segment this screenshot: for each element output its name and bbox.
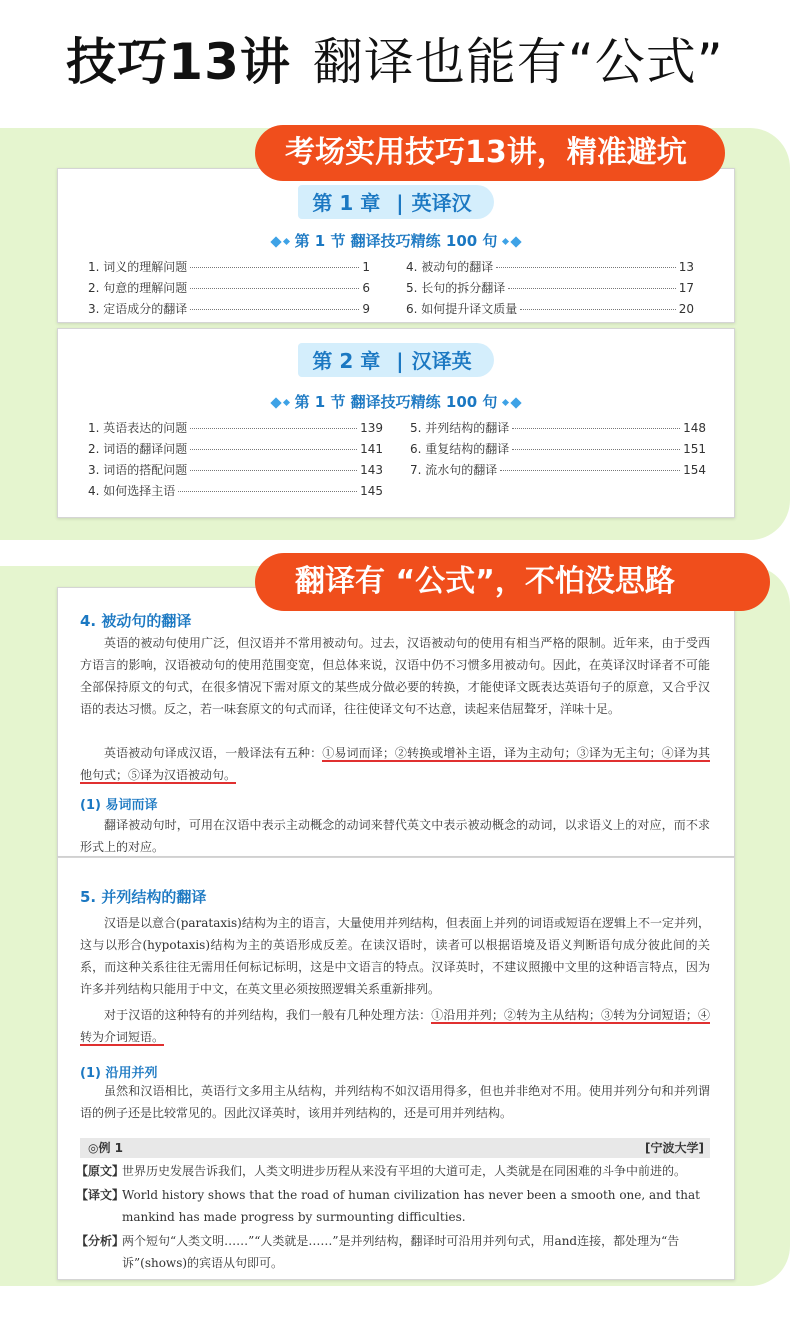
- chapter-1-name: 英译汉: [411, 191, 472, 215]
- chapter-2-number: 第 2 章: [312, 349, 381, 373]
- chapter-1-toc-right: [406, 258, 694, 321]
- section-5-subheading: (1) 沿用并列: [80, 1066, 158, 1081]
- methods-underline: ①沿用并列；②转为主从结构；③转为分词短语；④转为介词短语。: [80, 1008, 710, 1044]
- diamond-icon: [511, 397, 522, 408]
- banner-bottom: 翻译有 “公式”，不怕没思路: [255, 553, 770, 611]
- section-4-card: [57, 587, 735, 857]
- section-4-paragraph-2: 英语被动句译成汉语，一般译法有五种：①易词而译；②转换或增补主语，译为主动句；③译为无主句；④译为其他句式；⑤译为汉语被动句。: [80, 746, 710, 782]
- toc-entry[interactable]: 6. 重复结构的翻译 151: [410, 442, 706, 456]
- example-label: ◎例 1: [88, 1141, 123, 1155]
- chapter-2-card: [57, 328, 735, 518]
- diamond-icon: [270, 397, 281, 408]
- diamond-icon: [511, 236, 522, 247]
- toc-entry[interactable]: 1. 词义的理解问题 1: [88, 260, 370, 274]
- section-4-heading: 4. 被动句的翻译: [80, 612, 192, 630]
- chapter-1-card: [57, 168, 735, 323]
- diamond-icon: [502, 399, 509, 406]
- section-5-card: [57, 857, 735, 1280]
- section-5-paragraph-2: 对于汉语的这种特有的并列结构，我们一般有几种处理方法：①沿用并列；②转为主从结构；③转为分词短语；④转为介词短语。: [80, 1008, 710, 1044]
- methods-underline: ①易词而译；②转换或增补主语，译为主动句；③译为无主句；④译为其他句式；⑤译为汉语被动句。: [80, 746, 710, 782]
- page-title: [0, 22, 790, 94]
- title-main: 技巧13讲: [66, 33, 291, 91]
- diamond-icon: [502, 238, 509, 245]
- toc-entry[interactable]: 3. 定语成分的翻译 9: [88, 302, 370, 316]
- example-source: [宁波大学]: [645, 1141, 704, 1155]
- section-4-subheading: (1) 易词而译: [80, 798, 158, 813]
- chapter-1-number: 第 1 章: [312, 191, 381, 215]
- example-analysis: 【分析】 两个短句“人类文明……”“人类就是……”是并列结构，翻译时可沿用并列句式，用and连接，都处理为“告诉”(shows)的宾语从句即可。: [76, 1234, 680, 1270]
- toc-entry[interactable]: 4. 被动句的翻译 13: [406, 260, 694, 274]
- chapter-2-section: [58, 391, 734, 412]
- section-5-paragraph-3: 虽然和汉语相比，英语行文多用主从结构，并列结构不如汉语用得多，但也并非绝对不用。使用并列分句和并列谓语的例子还是比较常见的。因此汉译英时，该用并列结构的，还是可用并列结构。: [80, 1084, 710, 1120]
- toc-entry[interactable]: 4. 如何选择主语 145: [88, 484, 383, 498]
- toc-entry[interactable]: 5. 长句的拆分翻译 17: [406, 281, 694, 295]
- title-sub: 翻译也能有“公式”: [312, 33, 724, 91]
- banner-top: 考场实用技巧13讲，精准避坑: [255, 125, 725, 181]
- toc-entry[interactable]: 3. 词语的搭配问题 143: [88, 463, 383, 477]
- toc-entry[interactable]: 2. 词语的翻译问题 141: [88, 442, 383, 456]
- chapter-1-heading: 第 1 章 | 英译汉: [58, 185, 734, 219]
- chapter-2-toc-right: [410, 419, 706, 482]
- diamond-icon: [283, 238, 290, 245]
- toc-entry[interactable]: 2. 句意的理解问题 6: [88, 281, 370, 295]
- section-5-heading: 5. 并列结构的翻译: [80, 888, 207, 906]
- section-4-paragraph-3: 翻译被动句时，可用在汉语中表示主动概念的动词来替代英文中表示被动概念的动词，以求语义上的对应，而不求形式上的对应。: [80, 818, 710, 854]
- chapter-2-section-title: 第 1 节 翻译技巧精练 100 句: [294, 393, 498, 411]
- chapter-2-heading: 第 2 章 | 汉译英: [58, 343, 734, 377]
- diamond-icon: [270, 236, 281, 247]
- toc-entry[interactable]: 1. 英语表达的问题 139: [88, 421, 383, 435]
- example-translation: 【译文】 World history shows that the road of human civilization has never been a smooth one, and that mankind has made progress by surmounting difficulties.: [76, 1188, 700, 1224]
- toc-entry[interactable]: 6. 如何提升译文质量 20: [406, 302, 694, 316]
- chapter-2-toc-left: [88, 419, 383, 503]
- toc-entry[interactable]: 5. 并列结构的翻译 148: [410, 421, 706, 435]
- diamond-icon: [283, 399, 290, 406]
- chapter-1-toc-left: [88, 258, 370, 321]
- chapter-1-section-title: 第 1 节 翻译技巧精练 100 句: [294, 232, 498, 250]
- toc-entry[interactable]: 7. 流水句的翻译 154: [410, 463, 706, 477]
- chapter-2-name: 汉译英: [411, 349, 472, 373]
- example-original: 【原文】 世界历史发展告诉我们，人类文明进步历程从来没有平坦的大道可走，人类就是在同困难的斗争中前进的。: [76, 1164, 687, 1178]
- section-5-paragraph-1: 汉语是以意合(parataxis)结构为主的语言，大量使用并列结构，但表面上并列的词语或短语在逻辑上不一定并列，这与以形合(hypotaxis)结构为主的英语形成反差。在读汉语时，读者可以根据语境及语义判断语句成分彼此间的关系，而这种关系往往无需用任何标记标明，这是中文语言的特点。汉译英时，不建议照搬中文里的这种语言特点，因为许多并列结构只能用于中文，在英文里必须按照逻辑关系重新排列。: [80, 916, 710, 996]
- chapter-1-section: [58, 230, 734, 251]
- section-4-paragraph-1: 英语的被动句使用广泛，但汉语并不常用被动句。过去，汉语被动句的使用有相当严格的限制。近年来，由于受西方语言的影响，汉语被动句的使用范围变宽，但总体来说，汉语中仍不习惯多用被动句。因此，在英译汉时译者不可能全部保持原文的句式，在很多情况下需对原文的某些成分做必要的转换，才能使译文既表达英语句子的原意，又合乎汉语的表达习惯。反之，若一味套原文的句式而译，往往使译文句不达意，读起来佶屈聱牙，洋味十足。: [80, 636, 710, 716]
- example-header: [80, 1138, 710, 1158]
